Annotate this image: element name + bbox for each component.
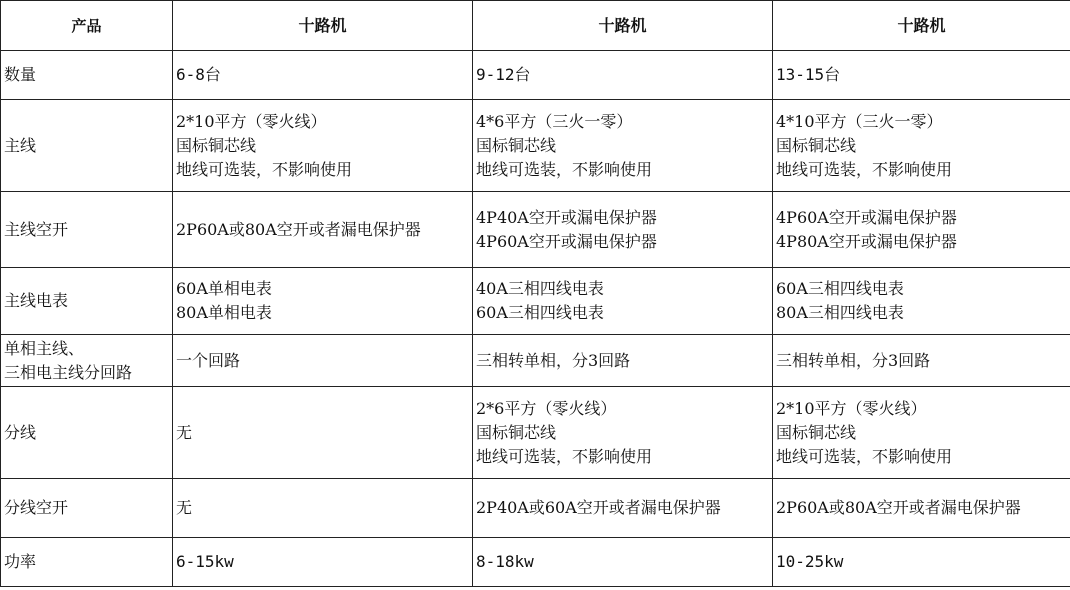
table-cell: 6-15kw — [173, 538, 473, 587]
table-cell: 一个回路 — [173, 335, 473, 387]
header-model-1: 十路机 — [173, 1, 473, 51]
table-cell: 2*10平方（零火线） 国标铜芯线 地线可选装，不影响使用 — [773, 387, 1070, 479]
table-cell: 6-8台 — [173, 51, 473, 100]
row-branch-breaker — [1, 479, 1070, 538]
row-main-meter — [1, 268, 1070, 335]
table-cell: 60A单相电表 80A单相电表 — [173, 268, 473, 335]
table-cell: 4P60A空开或漏电保护器 4P80A空开或漏电保护器 — [773, 192, 1070, 268]
table-cell: 60A三相四线电表 80A三相四线电表 — [773, 268, 1070, 335]
row-main-line — [1, 100, 1070, 192]
row-branch-line — [1, 387, 1070, 479]
header-model-2: 十路机 — [473, 1, 773, 51]
table-cell: 三相转单相，分3回路 — [473, 335, 773, 387]
table-cell: 2P60A或80A空开或者漏电保护器 — [173, 192, 473, 268]
table-cell: 8-18kw — [473, 538, 773, 587]
table-cell: 2P60A或80A空开或者漏电保护器 — [773, 479, 1070, 538]
table-cell: 4P40A空开或漏电保护器 4P60A空开或漏电保护器 — [473, 192, 773, 268]
table-cell: 4*6平方（三火一零） 国标铜芯线 地线可选装，不影响使用 — [473, 100, 773, 192]
row-label: 主线电表 — [1, 268, 173, 335]
table-cell: 2P40A或60A空开或者漏电保护器 — [473, 479, 773, 538]
table-cell: 10-25kw — [773, 538, 1070, 587]
table-cell: 三相转单相，分3回路 — [773, 335, 1070, 387]
row-label: 单相主线、 三相电主线分回路 — [1, 335, 173, 387]
row-quantity — [1, 51, 1070, 100]
header-row — [1, 1, 1070, 51]
table-cell: 无 — [173, 387, 473, 479]
table-cell: 无 — [173, 479, 473, 538]
table-cell: 13-15台 — [773, 51, 1070, 100]
header-model-3: 十路机 — [773, 1, 1070, 51]
row-power — [1, 538, 1070, 587]
row-circuit-split — [1, 335, 1070, 387]
table-cell: 2*6平方（零火线） 国标铜芯线 地线可选装，不影响使用 — [473, 387, 773, 479]
table-header — [1, 1, 1070, 51]
table-cell: 4*10平方（三火一零） 国标铜芯线 地线可选装，不影响使用 — [773, 100, 1070, 192]
row-main-breaker — [1, 192, 1070, 268]
table-cell: 40A三相四线电表 60A三相四线电表 — [473, 268, 773, 335]
table-cell: 9-12台 — [473, 51, 773, 100]
row-label: 主线空开 — [1, 192, 173, 268]
row-label: 主线 — [1, 100, 173, 192]
table-cell: 2*10平方（零火线） 国标铜芯线 地线可选装，不影响使用 — [173, 100, 473, 192]
row-label: 功率 — [1, 538, 173, 587]
row-label: 分线 — [1, 387, 173, 479]
row-label: 数量 — [1, 51, 173, 100]
row-label: 分线空开 — [1, 479, 173, 538]
table-body — [1, 51, 1070, 587]
header-product: 产品 — [1, 1, 173, 51]
